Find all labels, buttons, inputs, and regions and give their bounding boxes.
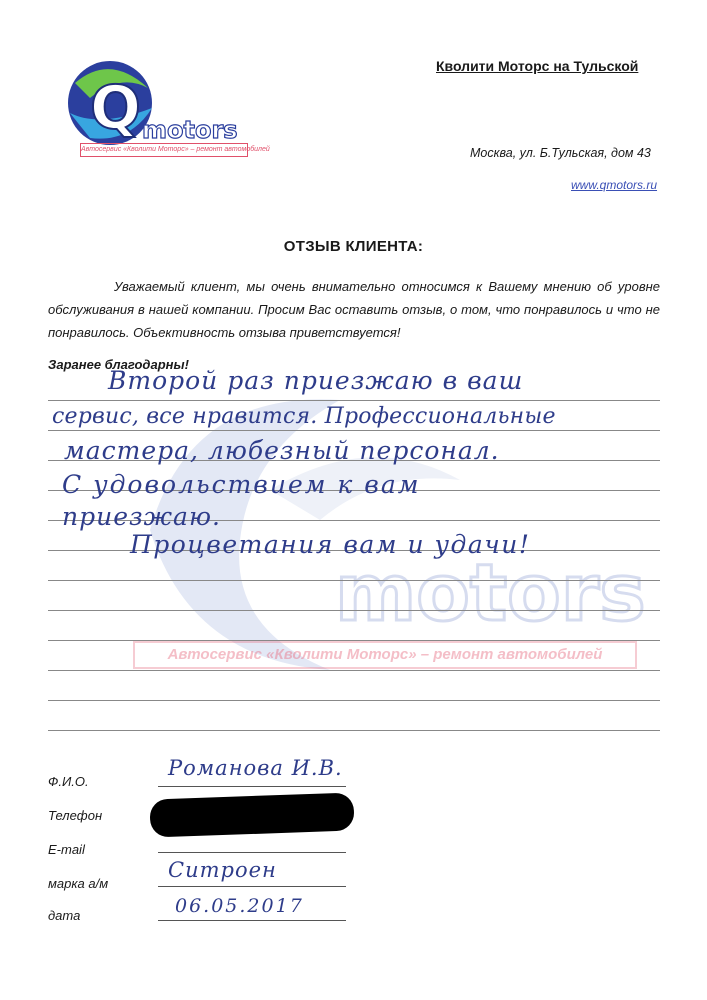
review-line-6: Процветания вам и удачи! — [130, 530, 531, 559]
ruled-line — [48, 580, 660, 581]
logo-wordmark: motors — [142, 116, 238, 144]
thanks-text: Заранее благодарны! — [48, 357, 189, 372]
date-field-line — [158, 920, 346, 921]
date-value: 06.05.2017 — [175, 895, 304, 917]
logo-letter: Q — [90, 73, 142, 143]
car-label: марка а/м — [48, 876, 109, 891]
review-line-5: приезжаю. — [62, 502, 221, 531]
watermark-wordmark: motors — [335, 549, 646, 639]
review-line-4: С удовольствием к вам — [62, 470, 421, 499]
date-label: дата — [48, 908, 81, 923]
company-website-link[interactable]: www.qmotors.ru — [571, 178, 658, 192]
email-field-line — [158, 852, 346, 853]
name-value: Романова И.В. — [168, 756, 343, 780]
email-label: E-mail — [48, 842, 85, 857]
company-name: Кволити Моторс на Тульской — [436, 58, 639, 74]
review-line-3: мастера, любезный персонал. — [64, 436, 500, 465]
review-line-1: Второй раз приезжаю в ваш — [108, 366, 524, 395]
intro-body: Уважаемый клиент, мы очень внимательно относимся к Вашему мнению об уровне обслуживания в нашей компании. Просим Вас оставить отзыв, о том, что понравилось и что не понравилось. Объективность отзыва приветствуется! — [48, 279, 660, 340]
review-line-2: сервис, все нравится. Профессиональные — [52, 404, 556, 429]
phone-label: Телефон — [48, 808, 103, 823]
page-title: ОТЗЫВ КЛИЕНТА: — [283, 238, 424, 255]
ruled-line — [48, 670, 660, 671]
ruled-line — [48, 430, 660, 431]
logo-caption: Автосервис «Кволити Моторс» – ремонт автомобилей — [80, 143, 248, 157]
intro-text — [48, 275, 660, 344]
ruled-line — [48, 640, 660, 641]
ruled-line — [48, 610, 660, 611]
car-value: Ситроен — [168, 858, 277, 882]
name-label: Ф.И.О. — [48, 774, 89, 789]
ruled-line — [48, 700, 660, 701]
ruled-line — [48, 400, 660, 401]
car-field-line — [158, 886, 346, 887]
watermark-caption: Автосервис «Кволити Моторс» – ремонт автомобилей — [133, 641, 637, 669]
name-field-line — [158, 786, 346, 787]
company-address: Москва, ул. Б.Тульская, дом 43 — [470, 146, 651, 160]
ruled-line — [48, 730, 660, 731]
phone-redaction — [149, 792, 354, 837]
